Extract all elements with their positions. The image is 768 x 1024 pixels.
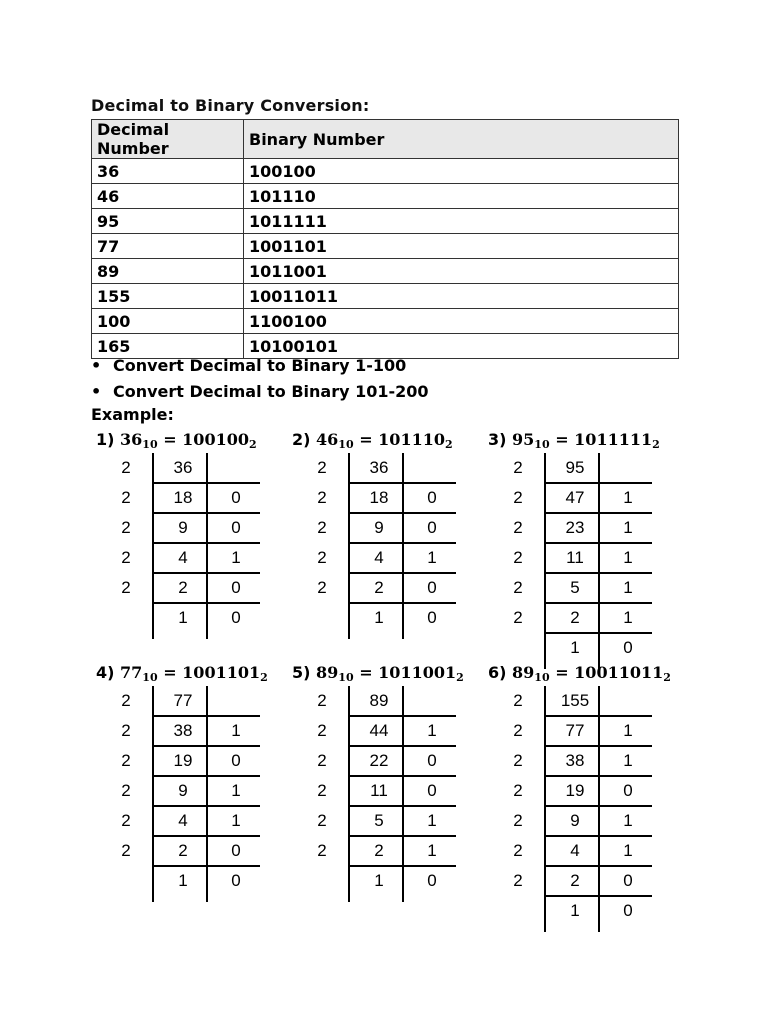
decimal-cell: 36 xyxy=(92,159,244,184)
binary-value: 10011011 xyxy=(574,663,664,682)
step-rule xyxy=(348,865,456,867)
decimal-value: 89 xyxy=(512,663,535,682)
binary-cell: 1001101 xyxy=(244,234,679,259)
decimal-cell: 100 xyxy=(92,309,244,334)
remainder: 1 xyxy=(623,811,633,830)
divisor: 2 xyxy=(513,608,523,627)
division-step xyxy=(488,513,728,543)
step-rule xyxy=(152,602,260,604)
table-row xyxy=(92,284,679,309)
remainder: 1 xyxy=(231,548,241,567)
binary-value: 100100 xyxy=(182,430,249,449)
table-row xyxy=(92,234,679,259)
divisor: 2 xyxy=(513,751,523,770)
quotient: 1 xyxy=(178,871,188,890)
binary-cell: 100100 xyxy=(244,159,679,184)
binary-cell: 10100101 xyxy=(244,334,679,359)
quotient: 11 xyxy=(370,781,388,800)
decimal-cell: 89 xyxy=(92,259,244,284)
binary-cell: 101110 xyxy=(244,184,679,209)
remainder: 1 xyxy=(231,781,241,800)
remainder: 1 xyxy=(427,811,437,830)
quotient: 4 xyxy=(374,548,384,567)
step-rule xyxy=(348,835,456,837)
divisor: 2 xyxy=(513,841,523,860)
quotient: 9 xyxy=(178,781,188,800)
remainder: 1 xyxy=(623,751,633,770)
step-rule xyxy=(348,775,456,777)
equals-sign: = xyxy=(163,663,177,682)
quotient: 95 xyxy=(565,458,585,477)
decimal-value: 95 xyxy=(512,430,535,449)
divisor: 2 xyxy=(513,548,523,567)
example-equation xyxy=(96,663,268,684)
divisor: 2 xyxy=(121,578,131,597)
quotient: 2 xyxy=(374,841,384,860)
divisor: 2 xyxy=(513,518,523,537)
step-rule xyxy=(152,745,260,747)
remainder: 0 xyxy=(427,608,437,627)
remainder: 0 xyxy=(231,871,241,890)
remainder xyxy=(407,686,457,716)
remainder: 0 xyxy=(427,518,437,537)
decimal-cell: 95 xyxy=(92,209,244,234)
binary-value: 101110 xyxy=(378,430,445,449)
remainder: 0 xyxy=(231,488,241,507)
example-number: 1) xyxy=(96,430,115,449)
quotient: 44 xyxy=(369,721,389,740)
input-base: 10 xyxy=(534,671,550,684)
remainder xyxy=(603,453,653,483)
remainder: 0 xyxy=(623,871,633,890)
quotient: 2 xyxy=(178,841,188,860)
remainder: 1 xyxy=(231,811,241,830)
quotient: 1 xyxy=(178,608,188,627)
step-rule xyxy=(348,542,456,544)
remainder: 0 xyxy=(623,638,633,657)
decimal-cell: 46 xyxy=(92,184,244,209)
example-number: 6) xyxy=(488,663,507,682)
quotient: 5 xyxy=(374,811,384,830)
division-step xyxy=(488,543,728,573)
divisor: 2 xyxy=(317,721,327,740)
divisor: 2 xyxy=(317,751,327,770)
quotient: 9 xyxy=(178,518,188,537)
divisor: 2 xyxy=(513,578,523,597)
input-base: 10 xyxy=(338,671,354,684)
divisor: 2 xyxy=(121,721,131,740)
conversion-links xyxy=(91,353,429,405)
output-base: 2 xyxy=(652,438,660,451)
step-rule xyxy=(152,512,260,514)
example-number: 3) xyxy=(488,430,507,449)
divisor: 2 xyxy=(317,578,327,597)
remainder-line xyxy=(402,453,404,639)
quotient: 47 xyxy=(565,488,585,507)
equals-sign: = xyxy=(163,430,177,449)
division-step xyxy=(488,483,728,513)
decimal-value: 77 xyxy=(120,663,143,682)
quotient: 5 xyxy=(570,578,580,597)
step-rule xyxy=(152,572,260,574)
divisor: 2 xyxy=(513,871,523,890)
quotient: 4 xyxy=(178,548,188,567)
divisor: 2 xyxy=(317,691,327,710)
step-rule xyxy=(152,835,260,837)
step-rule xyxy=(152,775,260,777)
remainder: 0 xyxy=(427,781,437,800)
remainder: 1 xyxy=(623,578,633,597)
binary-value: 1011111 xyxy=(574,430,653,449)
remainder: 0 xyxy=(427,488,437,507)
divisor: 2 xyxy=(121,841,131,860)
division-step xyxy=(488,573,728,603)
division-step xyxy=(488,716,728,746)
binary-cell: 10011011 xyxy=(244,284,679,309)
quotient: 22 xyxy=(369,751,389,770)
remainder: 0 xyxy=(623,781,633,800)
division-step xyxy=(488,776,728,806)
quotient: 1 xyxy=(570,901,580,920)
example-equation xyxy=(488,663,671,684)
column-header-binary: Binary Number xyxy=(244,120,679,159)
step-rule xyxy=(544,895,652,897)
table-row xyxy=(92,259,679,284)
decimal-value: 89 xyxy=(316,663,339,682)
division-table xyxy=(488,453,728,663)
step-rule xyxy=(152,542,260,544)
division-step xyxy=(488,746,728,776)
remainder: 1 xyxy=(623,488,633,507)
step-rule xyxy=(348,805,456,807)
decimal-value: 36 xyxy=(120,430,143,449)
division-step xyxy=(488,603,728,633)
quotient: 11 xyxy=(566,548,584,567)
divisor: 2 xyxy=(317,548,327,567)
step-rule xyxy=(544,865,652,867)
step-rule xyxy=(544,835,652,837)
example-equation xyxy=(292,663,464,684)
remainder xyxy=(603,686,653,716)
remainder: 1 xyxy=(623,841,633,860)
divisor: 2 xyxy=(513,488,523,507)
quotient: 2 xyxy=(570,871,580,890)
remainder: 1 xyxy=(623,548,633,567)
step-rule xyxy=(348,715,456,717)
divisor: 2 xyxy=(513,811,523,830)
decimal-cell: 155 xyxy=(92,284,244,309)
remainder: 0 xyxy=(231,578,241,597)
equals-sign: = xyxy=(359,663,373,682)
divisor: 2 xyxy=(121,751,131,770)
quotient: 36 xyxy=(369,458,389,477)
example-number: 2) xyxy=(292,430,311,449)
remainder: 1 xyxy=(231,721,241,740)
output-base: 2 xyxy=(456,671,464,684)
output-base: 2 xyxy=(663,671,671,684)
decimal-value: 46 xyxy=(316,430,339,449)
step-rule xyxy=(348,482,456,484)
table-row xyxy=(92,159,679,184)
table-row xyxy=(92,309,679,334)
step-rule xyxy=(544,715,652,717)
binary-cell: 1011001 xyxy=(244,259,679,284)
quotient: 77 xyxy=(565,721,585,740)
decimal-cell: 77 xyxy=(92,234,244,259)
quotient: 19 xyxy=(173,751,193,770)
remainder xyxy=(211,453,261,483)
input-base: 10 xyxy=(142,438,158,451)
quotient: 77 xyxy=(173,691,193,710)
link-convert-1-100[interactable]: Convert Decimal to Binary 1-100 xyxy=(113,356,407,375)
quotient: 2 xyxy=(178,578,188,597)
list-item[interactable] xyxy=(91,353,429,379)
quotient: 38 xyxy=(565,751,585,770)
remainder: 0 xyxy=(427,751,437,770)
output-base: 2 xyxy=(248,438,257,451)
divisor: 2 xyxy=(317,458,327,477)
division-step xyxy=(488,453,728,483)
bullet-icon: • xyxy=(91,356,102,375)
remainder xyxy=(211,686,261,716)
link-convert-101-200[interactable]: Convert Decimal to Binary 101-200 xyxy=(113,382,429,401)
input-base: 10 xyxy=(534,438,550,451)
remainder: 0 xyxy=(427,578,437,597)
quotient: 9 xyxy=(374,518,384,537)
divisor: 2 xyxy=(317,811,327,830)
divisor: 2 xyxy=(513,458,523,477)
division-step xyxy=(488,836,728,866)
remainder xyxy=(407,453,457,483)
bracket-line xyxy=(544,453,546,669)
division-step xyxy=(488,633,728,663)
equals-sign: = xyxy=(555,430,569,449)
step-rule xyxy=(152,805,260,807)
quotient: 2 xyxy=(374,578,384,597)
binary-value: 1011001 xyxy=(378,663,457,682)
quotient: 19 xyxy=(565,781,585,800)
step-rule xyxy=(544,542,652,544)
step-rule xyxy=(544,805,652,807)
input-base: 10 xyxy=(142,671,158,684)
example-number: 5) xyxy=(292,663,311,682)
remainder: 1 xyxy=(623,721,633,740)
remainder: 1 xyxy=(623,608,633,627)
divisor: 2 xyxy=(513,781,523,800)
remainder: 1 xyxy=(427,721,437,740)
table-row xyxy=(92,184,679,209)
quotient: 9 xyxy=(570,811,580,830)
divisor: 2 xyxy=(121,691,131,710)
output-base: 2 xyxy=(260,671,268,684)
divisor: 2 xyxy=(513,691,523,710)
divisor: 2 xyxy=(317,488,327,507)
quotient: 38 xyxy=(173,721,193,740)
divisor: 2 xyxy=(121,811,131,830)
remainder-line xyxy=(402,686,404,902)
remainder: 1 xyxy=(623,518,633,537)
divisor: 2 xyxy=(513,721,523,740)
remainder: 0 xyxy=(427,871,437,890)
step-rule xyxy=(544,745,652,747)
page-title: Decimal to Binary Conversion: xyxy=(91,96,370,115)
remainder: 1 xyxy=(427,841,437,860)
step-rule xyxy=(152,865,260,867)
bracket-line xyxy=(348,453,350,639)
conversion-table xyxy=(91,119,679,359)
quotient: 1 xyxy=(374,608,384,627)
decimal-cell: 165 xyxy=(92,334,244,359)
division-table xyxy=(488,686,728,926)
step-rule xyxy=(348,512,456,514)
quotient: 18 xyxy=(369,488,389,507)
division-step xyxy=(488,896,728,926)
divisor: 2 xyxy=(317,841,327,860)
input-base: 10 xyxy=(338,438,354,451)
remainder: 0 xyxy=(231,841,241,860)
divisor: 2 xyxy=(121,488,131,507)
example-heading: Example: xyxy=(91,405,174,424)
divisor: 2 xyxy=(121,458,131,477)
example-equation xyxy=(292,430,453,451)
remainder: 0 xyxy=(623,901,633,920)
example-equation xyxy=(488,430,660,451)
column-header-decimal: Decimal Number xyxy=(92,120,244,159)
bracket-line xyxy=(152,686,154,902)
remainder-line xyxy=(598,453,600,669)
step-rule xyxy=(348,602,456,604)
table-row xyxy=(92,209,679,234)
step-rule xyxy=(544,482,652,484)
remainder: 0 xyxy=(231,608,241,627)
bracket-line xyxy=(348,686,350,902)
divisor: 2 xyxy=(317,518,327,537)
divisor: 2 xyxy=(317,781,327,800)
remainder: 0 xyxy=(231,518,241,537)
remainder-line xyxy=(206,686,208,902)
example-equation xyxy=(96,430,257,451)
step-rule xyxy=(152,715,260,717)
step-rule xyxy=(544,572,652,574)
quotient: 1 xyxy=(570,638,580,657)
division-step xyxy=(488,686,728,716)
step-rule xyxy=(544,632,652,634)
quotient: 4 xyxy=(570,841,580,860)
quotient: 2 xyxy=(570,608,580,627)
bracket-line xyxy=(152,453,154,639)
step-rule xyxy=(348,745,456,747)
step-rule xyxy=(544,512,652,514)
step-rule xyxy=(152,482,260,484)
list-item[interactable] xyxy=(91,379,429,405)
quotient: 1 xyxy=(374,871,384,890)
divisor: 2 xyxy=(121,781,131,800)
binary-value: 1001101 xyxy=(182,663,261,682)
division-step xyxy=(488,866,728,896)
quotient: 36 xyxy=(173,458,193,477)
step-rule xyxy=(544,602,652,604)
bullet-icon: • xyxy=(91,382,102,401)
example-number: 4) xyxy=(96,663,115,682)
quotient: 23 xyxy=(565,518,585,537)
remainder: 0 xyxy=(231,751,241,770)
binary-cell: 1011111 xyxy=(244,209,679,234)
equals-sign: = xyxy=(555,663,569,682)
equals-sign: = xyxy=(359,430,373,449)
quotient: 155 xyxy=(560,691,590,710)
remainder: 1 xyxy=(427,548,437,567)
table-header-row xyxy=(92,120,679,159)
quotient: 89 xyxy=(369,691,389,710)
quotient: 18 xyxy=(173,488,193,507)
binary-cell: 1100100 xyxy=(244,309,679,334)
remainder-line xyxy=(206,453,208,639)
step-rule xyxy=(348,572,456,574)
quotient: 4 xyxy=(178,811,188,830)
step-rule xyxy=(544,775,652,777)
output-base: 2 xyxy=(444,438,453,451)
divisor: 2 xyxy=(121,548,131,567)
divisor: 2 xyxy=(121,518,131,537)
division-step xyxy=(488,806,728,836)
